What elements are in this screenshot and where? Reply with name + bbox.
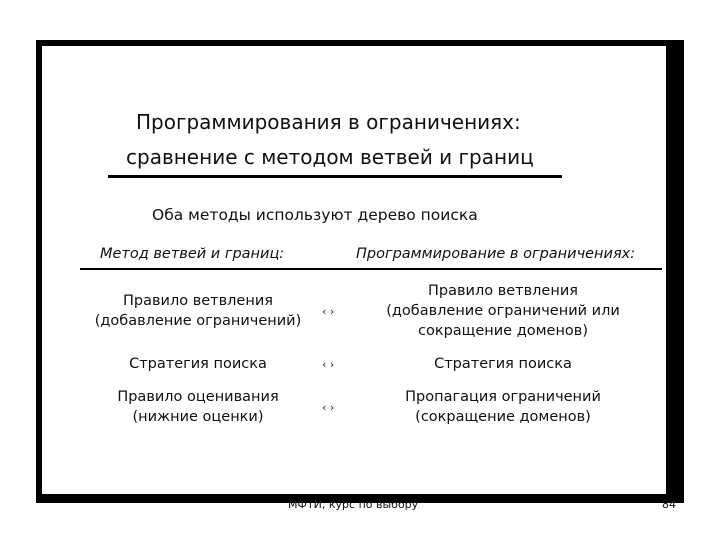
row1-arrow: ‹ › (322, 305, 335, 318)
row1-right-line2: (добавление ограничений или (386, 303, 620, 319)
row2-left (78, 354, 318, 374)
row3-right-line2: (сокращение доменов) (415, 409, 591, 425)
footer-course: МФТИ, курс по выбору (288, 498, 419, 511)
slide (42, 46, 666, 494)
row2-left-line1: Стратегия поиска (129, 356, 267, 372)
row3-left-line2: (нижние оценки) (132, 409, 264, 425)
row3-arrow: ‹ › (322, 401, 335, 414)
footer-page-number: 84 (662, 498, 676, 511)
row1-right (372, 281, 634, 341)
header-divider (80, 268, 662, 270)
title-divider (108, 175, 562, 178)
slide-title-line2: сравнение с методом ветвей и границ (126, 145, 534, 169)
row1-left-line1: Правило ветвления (123, 293, 273, 309)
row1-left (78, 291, 318, 331)
row2-right-line1: Стратегия поиска (434, 356, 572, 372)
row1-right-line1: Правило ветвления (428, 283, 578, 299)
row2-right (372, 354, 634, 374)
row3-left (78, 387, 318, 427)
slide-title-line1: Программирования в ограничениях: (136, 110, 521, 134)
header-right: Программирование в ограничениях: (356, 246, 636, 262)
intro-text: Оба методы используют дерево поиска (152, 206, 478, 224)
row2-arrow: ‹ › (322, 358, 335, 371)
row3-right (372, 387, 634, 427)
row1-right-line3: сокращение доменов) (417, 323, 588, 339)
header-left: Метод ветвей и границ: (100, 246, 285, 262)
row1-left-line2: (добавление ограничений) (94, 313, 302, 329)
row3-right-line1: Пропагация ограничений (405, 389, 601, 405)
row3-left-line1: Правило оценивания (117, 389, 279, 405)
